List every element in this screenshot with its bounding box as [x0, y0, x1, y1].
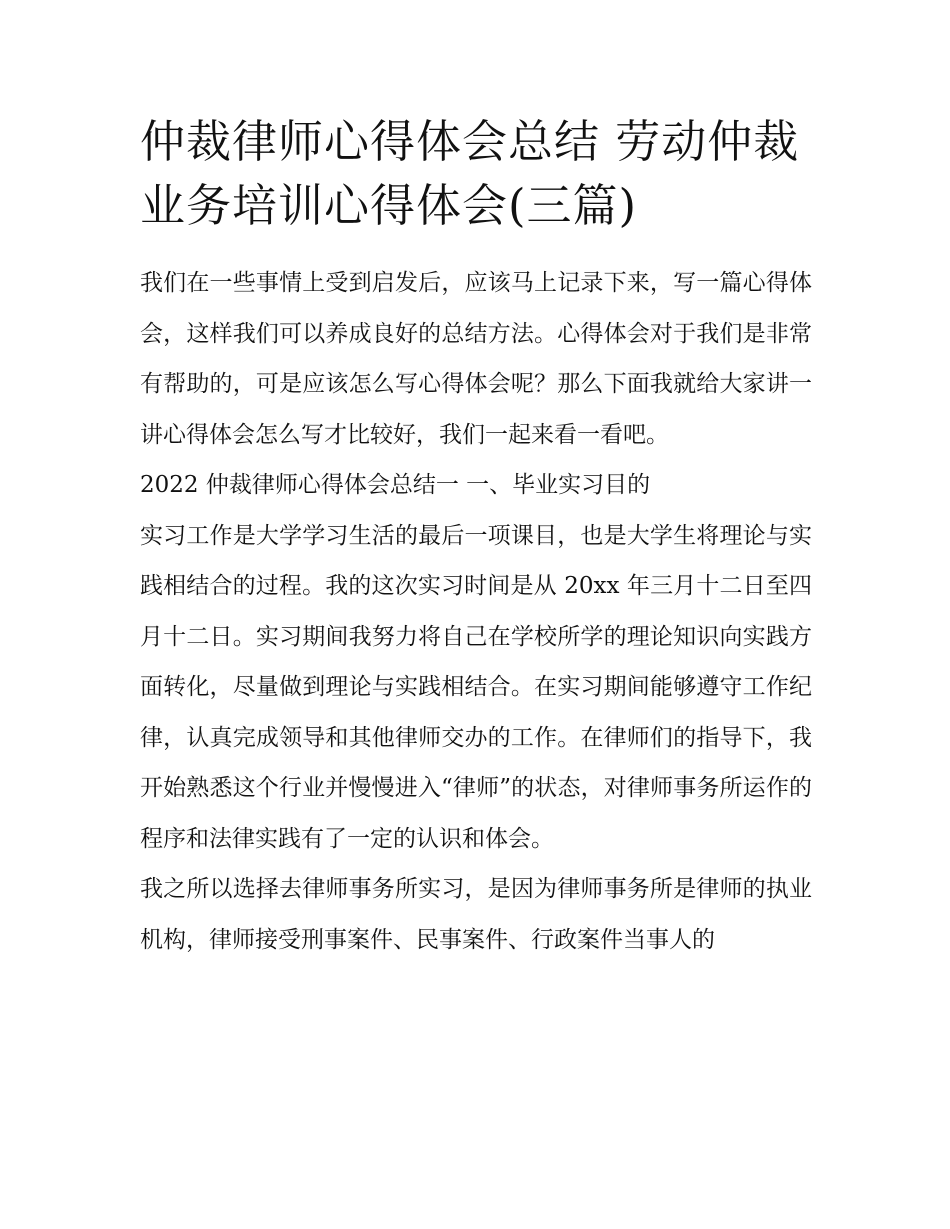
paragraph-intro: 我们在一些事情上受到启发后，应该马上记录下来，写一篇心得体会，这样我们可以养成良好的总结方法。心得体会对于我们是非常有帮助的，可是应该怎么写心得体会呢？那么下面我就给大家讲一讲心得体会怎么写才比较好，我们一起来看一看吧。 [140, 270, 812, 448]
paragraph-internship: 实习工作是大学学习生活的最后一项课目，也是大学生将理论与实践相结合的过程。我的这次实习时间是从 20xx 年三月十二日至四月十二日。实习期间我努力将自己在学校所学的理论知识向实践方面转化，尽量做到理论与实践相结合。在实习期间能够遵守工作纪律，认真完成领导和其他律师交办的工作。在律师们的指导下，我开始熟悉这个行业并慢慢进入“律师”的状态，对律师事务所运作的程序和法律实践有了一定的认识和体会。 [140, 522, 812, 852]
paragraph-reason: 我之所以选择去律师事务所实习，是因为律师事务所是律师的执业机构，律师接受刑事案件、民事案件、行政案件当事人的 [140, 876, 812, 953]
document-title: 仲裁律师心得体会总结 劳动仲裁业务培训心得体会(三篇) [140, 115, 800, 232]
paragraph-heading: 2022 仲裁律师心得体会总结一 一、毕业实习目的 [140, 472, 651, 498]
